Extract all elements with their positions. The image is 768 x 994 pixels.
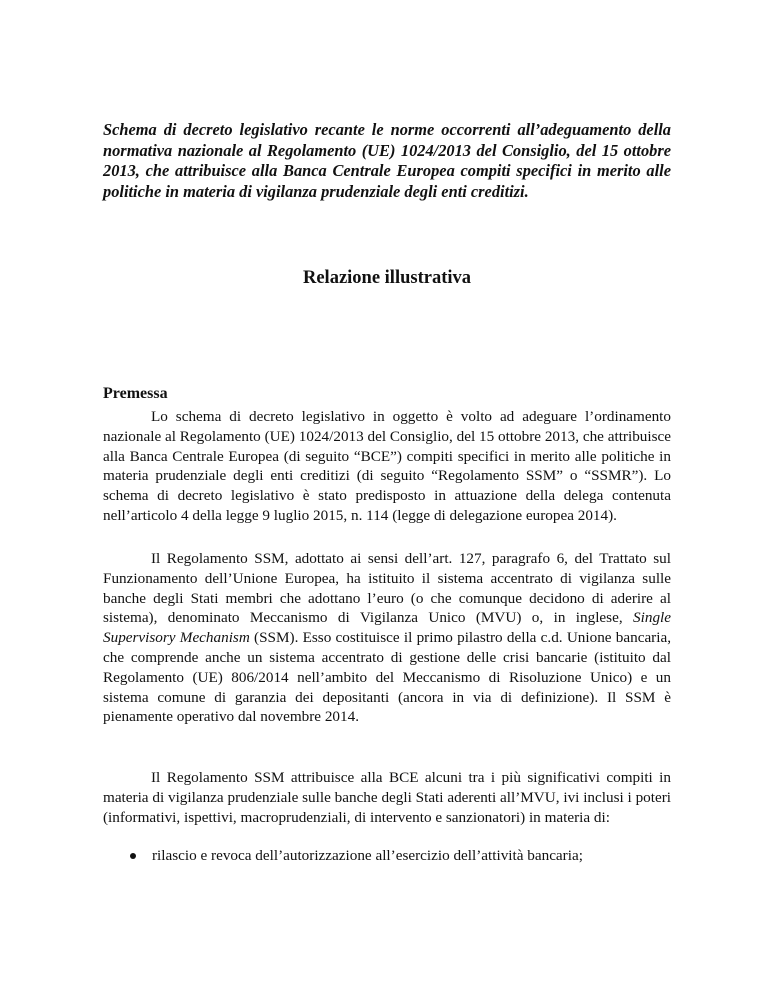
list-item — [103, 846, 671, 866]
paragraph-2-text-a: Il Regolamento SSM, adottato ai sensi dell’art. 127, paragrafo 6, del Trattato sul Funzionamento dell’Unione Europea, ha istituito il sistema accentrato di vigilanza sulle banche degli Stati membri che adottano l’euro (o che comunque decidono di aderire al sistema), denominato Meccanismo di Vigilanza Unico (MVU) o, in inglese, — [103, 550, 671, 627]
paragraph-2-italic-term: Single Supervisory Mechanism — [103, 609, 671, 647]
bullet-list — [103, 846, 671, 866]
paragraph-3: Il Regolamento SSM attribuisce alla BCE alcuni tra i più significativi compiti in materia di vigilanza prudenziale sulle banche degli Stati aderenti all’MVU, ivi inclusi i poteri (informativi, ispettivi, macroprudenziali, di intervento e sanzionatori) in materia di: — [103, 769, 671, 826]
paragraph-1: Lo schema di decreto legislativo in oggetto è volto ad adeguare l’ordinamento nazionale al Regolamento (UE) 1024/2013 del Consiglio, del 15 ottobre 2013, che attribuisce alla Banca Centrale Europea (di seguito “BCE”) compiti specifici in merito alle politiche in materia prudenziale degli enti creditizi (di seguito “Regolamento SSM” o “SSMR”). Lo schema di decreto legislativo è stato predisposto in attuazione della delega contenuta nell’articolo 4 della legge 9 luglio 2015, n. 114 (legge di delegazione europea 2014). — [103, 408, 671, 524]
bullet-icon — [130, 853, 136, 859]
document-title: Schema di decreto legislativo recante le norme occorrenti all’adeguamento della normativa nazionale al Regolamento (UE) 1024/2013 del Consiglio, del 15 ottobre 2013, che attribuisce alla Banca Centrale Europea compiti specifici in merito alle politiche in materia di vigilanza prudenziale degli enti creditizi. — [103, 120, 671, 201]
paragraph-2-text-b: (SSM). Esso costituisce il primo pilastro della c.d. Unione bancaria, che comprende anche un sistema accentrato di gestione delle crisi bancarie (istituito dal Regolamento (UE) 806/2014 nell’ambito del Meccanismo di Risoluzione Unico) e un sistema comune di garanzia dei depositanti (ancora in via di definizione). Il SSM è pienamente operativo dal novembre 2014. — [103, 629, 672, 726]
section-heading-premessa: Premessa — [103, 385, 168, 402]
bullet-item-text: rilascio e revoca dell’autorizzazione all’esercizio dell’attività bancaria; — [152, 847, 583, 864]
paragraph-2 — [103, 549, 671, 727]
document-subtitle: Relazione illustrativa — [302, 268, 472, 288]
